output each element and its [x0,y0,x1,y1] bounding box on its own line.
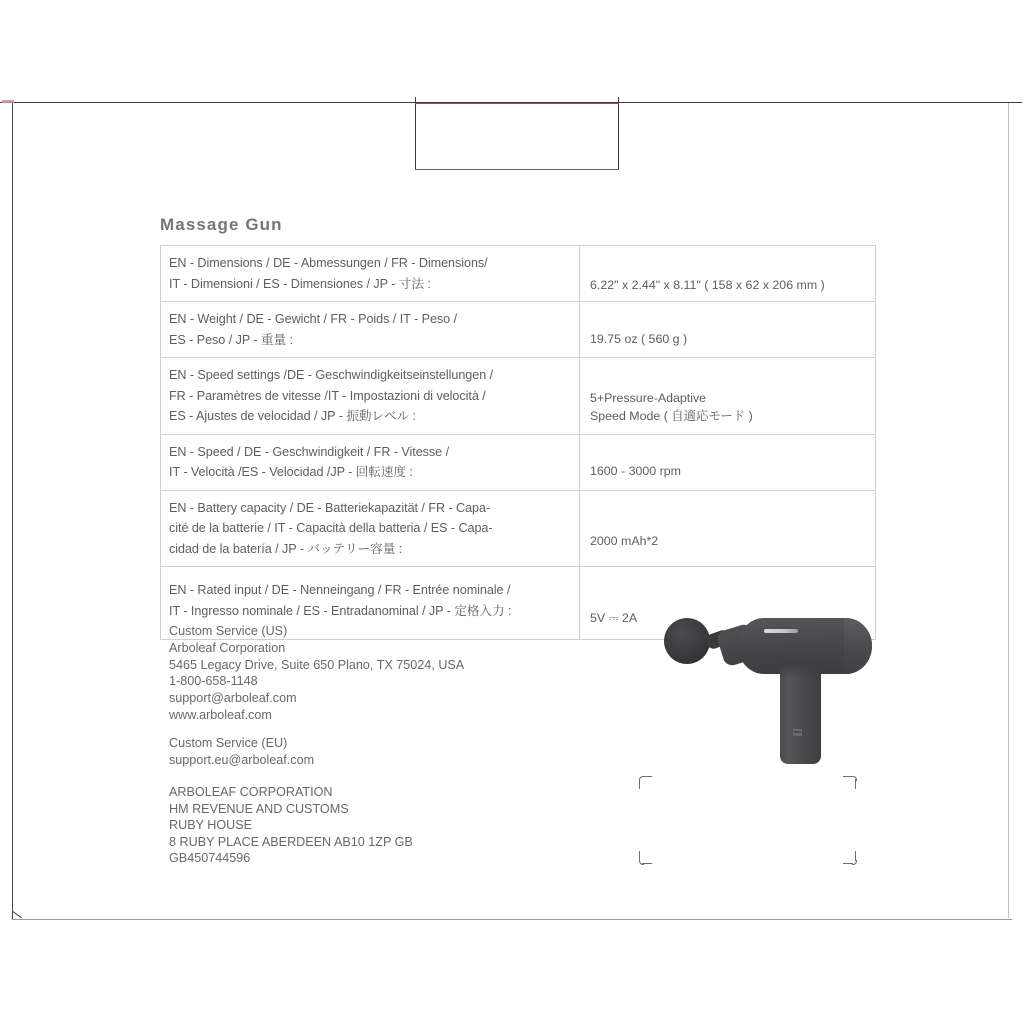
crop-mark-top-right-icon [843,776,856,789]
value-line: 5V ⎓ 2A [590,610,638,625]
contact-line: Arboleaf Corporation [169,640,286,655]
value-line: 2000 mAh*2 [590,533,659,548]
spec-label-weight [161,302,580,358]
vat-number: GB450744596 [169,851,251,866]
contact-line: Custom Service (EU) [169,736,288,750]
table-row-speed [161,434,876,490]
value-line: Speed Mode ( 自適応モード ) [590,409,753,423]
massage-gun-accent-stripe [764,629,798,633]
label-line: EN - Battery capacity / DE - Batteriekapazität / FR - Capa- [169,500,491,515]
contact-line: 5465 Legacy Drive, Suite 650 Plano, TX 75024, USA [169,657,465,672]
label-line: IT - Dimensioni / ES - Dimensiones / JP - 寸法 : [169,276,431,291]
spec-value-speed-settings [580,358,876,435]
table-row-weight [161,302,876,358]
spec-value-battery-capacity [580,490,876,567]
label-line: EN - Rated input / DE - Nenneingang / FR - Entrée nominale / [169,583,511,597]
table-row-battery-capacity [161,490,876,567]
crop-mark-bottom-right-icon [843,851,856,864]
value-line: 5+Pressure-Adaptive [590,390,707,405]
label-line: EN - Speed settings /DE - Geschwindigkeitseinstellungen / [169,368,494,382]
label-line: FR - Paramètres de vitesse /IT - Impostazioni di velocità / [169,388,486,403]
spec-value-weight [580,302,876,358]
contact-email: support@arboleaf.com [169,691,297,706]
spec-table-title: Massage Gun [160,215,283,234]
crop-mark-top-left-icon [639,776,652,789]
contact-line: Custom Service (US) [169,624,288,638]
table-row-dimensions [161,246,876,302]
value-line: 19.75 oz ( 560 g ) [590,331,688,346]
customer-service-us-block [169,623,464,724]
uk-importer-address-block [169,784,413,867]
spec-label-speed [161,434,580,490]
massage-gun-brand-logo [793,729,802,736]
contact-line: ARBOLEAF CORPORATION [169,785,333,799]
label-line: EN - Dimensions / DE - Abmessungen / FR - Dimensions/ [169,256,488,270]
spec-label-speed-settings [161,358,580,435]
massage-gun-handle-shadow [780,664,821,680]
massage-gun-product-image [648,604,858,769]
massage-gun-ball-head [664,618,710,664]
label-line: ES - Peso / JP - 重量 : [169,332,293,347]
contact-line: 8 RUBY PLACE ABERDEEN AB10 1ZP GB [169,834,413,849]
crop-mark-bottom-left-icon [639,851,652,864]
contact-line: RUBY HOUSE [169,818,253,833]
spec-value-dimensions [580,246,876,302]
spec-label-battery-capacity [161,490,580,567]
label-line: IT - Ingresso nominale / ES - Entradanominal / JP - 定格入力 : [169,603,512,618]
value-line: 6.22" x 2.44" x 8.11" ( 158 x 62 x 206 mm ) [590,277,825,292]
label-line: cité de la batterie / IT - Capacità della batteria / ES - Capa- [169,521,493,535]
value-line: 1600 - 3000 rpm [590,464,681,478]
label-line: EN - Speed / DE - Geschwindigkeit / FR - Vitesse / [169,444,450,459]
contact-website: www.arboleaf.com [169,707,272,722]
table-row-speed-settings [161,358,876,435]
customer-service-eu-block [169,735,314,769]
contact-line: HM REVENUE AND CUSTOMS [169,801,349,816]
label-line: ES - Ajustes de velocidad / JP - 振動レベル : [169,409,416,423]
label-line: EN - Weight / DE - Gewicht / FR - Poids / IT - Peso / [169,312,458,326]
label-line: cidad de la batería / JP - バッテリー容量 : [169,541,403,556]
spec-label-dimensions [161,246,580,302]
spec-value-speed [580,434,876,490]
contact-email: support.eu@arboleaf.com [169,752,315,767]
contact-phone: 1-800-658-1148 [169,674,258,689]
label-line: IT - Velocità /ES - Velocidad /JP - 回転速度 : [169,465,413,479]
specifications-table [160,245,876,640]
